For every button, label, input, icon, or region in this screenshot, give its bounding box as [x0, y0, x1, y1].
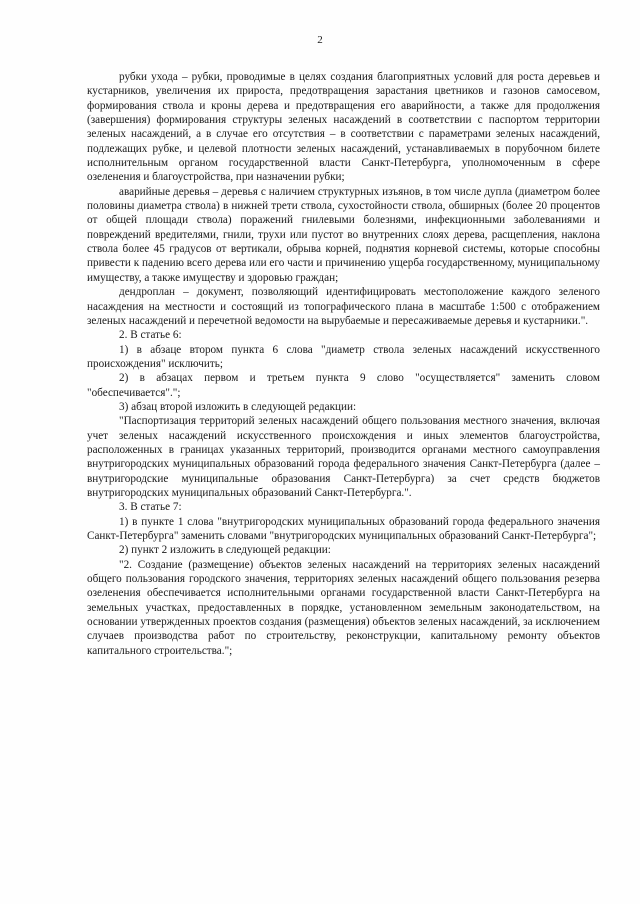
paragraph-article-6-item-3: 3) абзац второй изложить в следующей редакции: [119, 400, 357, 413]
paragraph-article-7-heading: 3. В статье 7: [119, 501, 182, 514]
paragraph-dendroplan: дендроплан – документ, позволяющий идентифицировать местоположение каждого зеленого насаждения на местности и состоящий из топографического плана в масштабе 1:500 с отображением зеленых насаждений и перечетной ведомости на вырубаемые и пересаживаемые деревья и кустарники.". [87, 286, 600, 327]
paragraph-article-6-item-2: 2) в абзацах первом и третьем пункта 9 слово "осуществляется" заменить словом "обеспечивается"."; [87, 372, 600, 399]
paragraph-hazardous-trees: аварийные деревья – деревья с наличием структурных изъянов, в том числе дупла (диаметром более половины диаметра ствола) в нижней трети ствола, сухостойности ствола, обширных (более 20 процентов от общей площади ствола) поражений гнилевыми болезнями, инфекционными заболеваниями и повреждений вредителями, гнили, трухи или пустот во внутренних слоях дерева, расщепления, наклона ствола более 45 градусов от вертикали, обрыва корней, поднятия корневой системы, которые способны привести к падению всего дерева или его части и причинению ущерба государственному, муниципальному имуществу, а также имуществу и здоровью граждан; [87, 185, 600, 284]
page-number: 2 [317, 34, 323, 46]
paragraph-thinning-cuttings: рубки ухода – рубки, проводимые в целях создания благоприятных условий для роста деревьев и кустарников, увеличения их прироста, предотвращения зарастания цветников и газонов самосевом, формирования ствола и кроны дерева и предотвращения его аварийности, а также для продолжения (завершения) формирования структуры зеленых насаждений в соответствии с паспортом территории зеленых насаждений, а в случае его отсутствия – в соответствии с параметрами зеленых насаждений, подлежащих рубке, и целевой плотности зеленых насаждений, устанавливаемых в порубочном билете исполнительным органом государственной власти Санкт-Петербурга, уполномоченным в сфере озеленения и благоустройства, при назначении рубки; [87, 71, 600, 184]
paragraph-article-6-heading: 2. В статье 6: [119, 329, 182, 342]
paragraph-passportization: "Паспортизация территорий зеленых насаждений общего пользования местного значения, включая учет зеленых насаждений искусственного происхождения и иных элементов благоустройства, расположенных в границах указанных территорий, производится органами местного самоуправления внутригородских муниципальных образований города федерального значения Санкт-Петербурга (далее – внутригородские муниципальные образования Санкт-Петербурга) за счет средств бюджетов внутригородских муниципальных образований Санкт-Петербурга.". [87, 415, 600, 499]
paragraph-article-6-item-1: 1) в абзаце втором пункта 6 слова "диаметр ствола зеленых насаждений искусственного происхождения" исключить; [87, 343, 600, 370]
paragraph-article-7-item-2: 2) пункт 2 изложить в следующей редакции: [119, 544, 331, 557]
document-body [87, 70, 600, 658]
paragraph-creation-of-green-spaces: "2. Создание (размещение) объектов зеленых насаждений на территориях зеленых насаждений общего пользования городского значения, территориях зеленых насаждений общего пользования резерва озеленения обеспечивается исполнительными органами государственной власти Санкт-Петербурга на земельных участках, предоставленных в порядке, установленном земельным законодательством, на основании утвержденных проектов создания (размещения) объектов зеленых насаждений, за исключением случаев производства работ по строительству, реконструкции, капитальному ремонту объектов капитального строительства."; [87, 558, 600, 657]
paragraph-article-7-item-1: 1) в пункте 1 слова "внутригородских муниципальных образований города федерального значения Санкт-Петербурга" заменить словами "внутригородских муниципальных образований Санкт-Петербурга"; [87, 515, 600, 542]
